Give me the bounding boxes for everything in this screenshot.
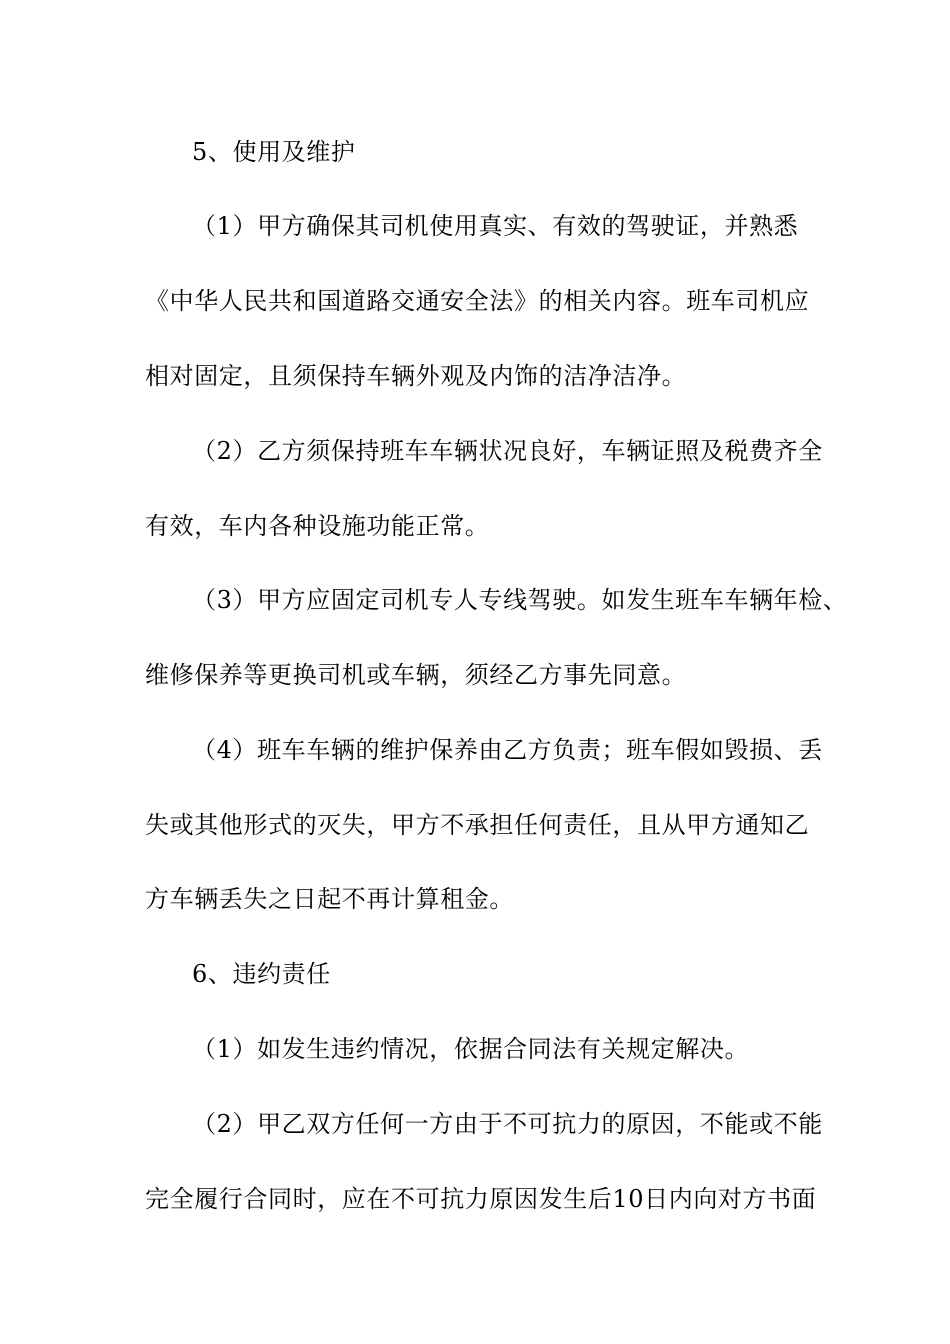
section-heading-breach-liability: 6、违约责任 [192,960,331,988]
paragraph-line: （1）如发生违约情况，依据合同法有关规定解决。 [192,1035,750,1063]
paragraph-line: 方车辆丢失之日起不再计算租金。 [145,885,514,913]
paragraph-line: （3）甲方应固定司机专人专线驾驶。如发生班车车辆年检、 [192,586,848,614]
paragraph-line: （1）甲方确保其司机使用真实、有效的驾驶证，并熟悉 [192,212,799,240]
paragraph-line: 失或其他形式的灭失，甲方不承担任何责任，且从甲方通知乙 [145,811,810,839]
paragraph-line: 有效，车内各种设施功能正常。 [145,512,490,540]
paragraph-line: 维修保养等更换司机或车辆，须经乙方事先同意。 [145,661,687,689]
paragraph-line: （2）乙方须保持班车车辆状况良好，车辆证照及税费齐全 [192,437,823,465]
paragraph-line: （4）班车车辆的维护保养由乙方负责；班车假如毁损、丢 [192,736,823,764]
paragraph-line: 完全履行合同时，应在不可抗力原因发生后10日内向对方书面 [145,1185,817,1213]
paragraph-line: （2）甲乙双方任何一方由于不可抗力的原因，不能或不能 [192,1110,823,1138]
paragraph-line: 《中华人民共和国道路交通安全法》的相关内容。班车司机应 [145,287,810,315]
section-heading-use-maintenance: 5、使用及维护 [192,138,356,166]
paragraph-line: 相对固定，且须保持车辆外观及内饰的洁净洁净。 [145,362,687,390]
